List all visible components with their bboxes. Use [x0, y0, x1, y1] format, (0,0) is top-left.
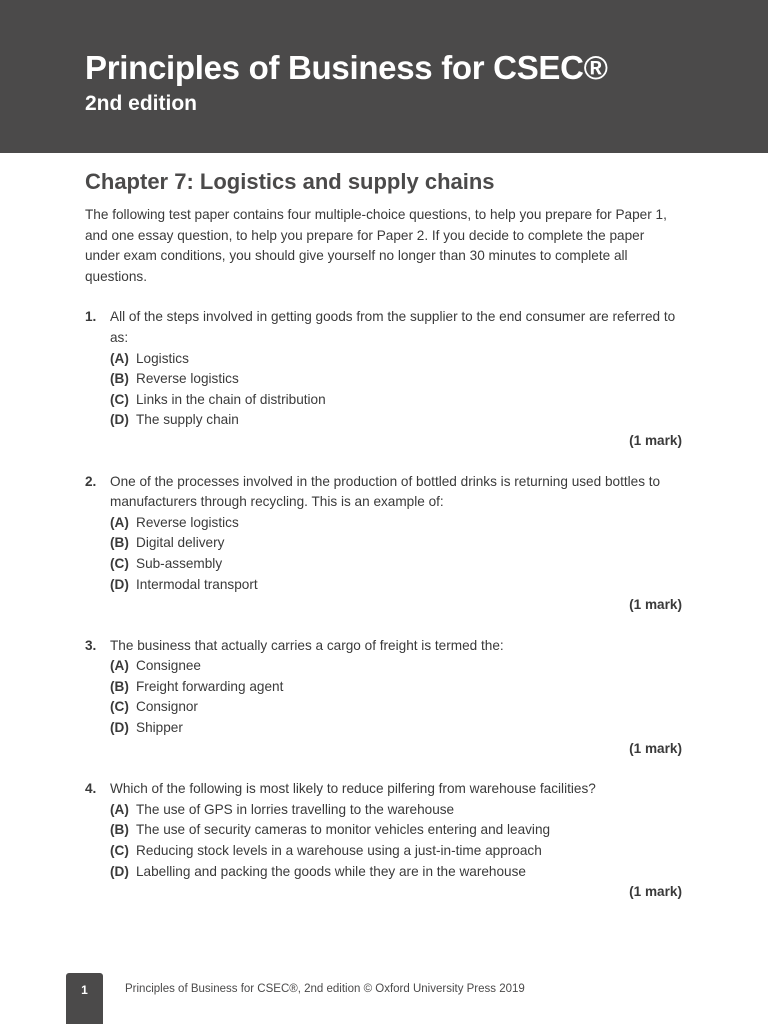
question-3 — [85, 636, 682, 760]
option-letter: (B) — [110, 371, 129, 387]
question-number: 4. — [85, 781, 97, 797]
option-text: Reducing stock levels in a warehouse using a just-in-time approach — [136, 843, 542, 859]
option-d — [110, 410, 682, 431]
option-text: Links in the chain of distribution — [136, 391, 326, 407]
option-letter: (A) — [110, 801, 129, 817]
footer-copyright: Principles of Business for CSEC®, 2nd edition © Oxford University Press 2019 — [125, 983, 525, 995]
option-letter: (C) — [110, 699, 129, 715]
option-c — [110, 841, 682, 862]
question-1 — [85, 307, 682, 451]
option-list — [110, 513, 682, 595]
option-text: Shipper — [136, 720, 183, 736]
question-4 — [85, 779, 682, 903]
question-number: 2. — [85, 473, 97, 489]
option-letter: (B) — [110, 535, 129, 551]
book-title: Principles of Business for CSEC® — [85, 49, 608, 86]
option-letter: (D) — [110, 576, 129, 592]
option-b — [110, 820, 682, 841]
chapter-title: Chapter 7: Logistics and supply chains — [85, 169, 495, 194]
option-letter: (D) — [110, 720, 129, 736]
option-list — [110, 656, 682, 738]
option-letter: (A) — [110, 514, 129, 530]
option-d — [110, 718, 682, 739]
option-a — [110, 656, 682, 677]
option-text: Logistics — [136, 350, 189, 366]
option-letter: (A) — [110, 350, 129, 366]
question-text: The business that actually carries a cargo of freight is termed the: — [110, 637, 504, 653]
option-letter: (C) — [110, 391, 129, 407]
question-number: 3. — [85, 637, 97, 653]
option-c — [110, 390, 682, 411]
marks-label: (1 mark) — [629, 597, 682, 613]
option-text: Intermodal transport — [136, 576, 258, 592]
option-letter: (A) — [110, 658, 129, 674]
option-text: Consignor — [136, 699, 198, 715]
question-2 — [85, 472, 682, 616]
option-c — [110, 697, 682, 718]
question-text: Which of the following is most likely to reduce pilfering from warehouse facilities? — [110, 781, 596, 797]
question-text: All of the steps involved in getting goods from the supplier to the end consumer are referred to as: — [110, 309, 676, 345]
option-text: Reverse logistics — [136, 514, 239, 530]
page-number: 1 — [81, 983, 88, 997]
option-b — [110, 677, 682, 698]
option-text: The use of GPS in lorries travelling to the warehouse — [136, 801, 455, 817]
option-a — [110, 513, 682, 534]
main-content — [85, 166, 682, 903]
option-d — [110, 575, 682, 596]
option-text: Sub-assembly — [136, 555, 223, 571]
option-b — [110, 369, 682, 390]
option-text: Freight forwarding agent — [136, 678, 284, 694]
question-text: One of the processes involved in the production of bottled drinks is returning used bottles to manufacturers through recycling. This is an example of: — [110, 473, 661, 510]
option-text: Labelling and packing the goods while they are in the warehouse — [136, 863, 526, 879]
option-a — [110, 349, 682, 370]
option-text: The use of security cameras to monitor vehicles entering and leaving — [136, 822, 551, 838]
option-c — [110, 554, 682, 575]
marks-label: (1 mark) — [629, 432, 682, 448]
option-list — [110, 800, 682, 882]
header-band — [0, 0, 768, 153]
book-edition: 2nd edition — [85, 92, 197, 115]
option-letter: (B) — [110, 678, 129, 694]
option-letter: (C) — [110, 555, 129, 571]
option-a — [110, 800, 682, 821]
option-letter: (B) — [110, 822, 129, 838]
option-b — [110, 533, 682, 554]
option-text: Digital delivery — [136, 535, 225, 551]
question-number: 1. — [85, 309, 97, 325]
option-letter: (C) — [110, 843, 129, 859]
option-d — [110, 862, 682, 883]
option-text: Consignee — [136, 658, 201, 674]
marks-label: (1 mark) — [629, 740, 682, 756]
option-list — [110, 349, 682, 431]
option-text: Reverse logistics — [136, 371, 239, 387]
option-letter: (D) — [110, 863, 129, 879]
option-letter: (D) — [110, 412, 129, 428]
option-text: The supply chain — [136, 412, 239, 428]
intro-paragraph: The following test paper contains four multiple-choice questions, to help you prepare for Paper 1, and one essay question, to help you prepare for Paper 2. If you decide to complete the paper under exam conditions, you should give yourself no longer than 30 minutes to complete all questions. — [85, 207, 667, 284]
page-number-tab — [66, 973, 103, 1024]
marks-label: (1 mark) — [629, 884, 682, 900]
